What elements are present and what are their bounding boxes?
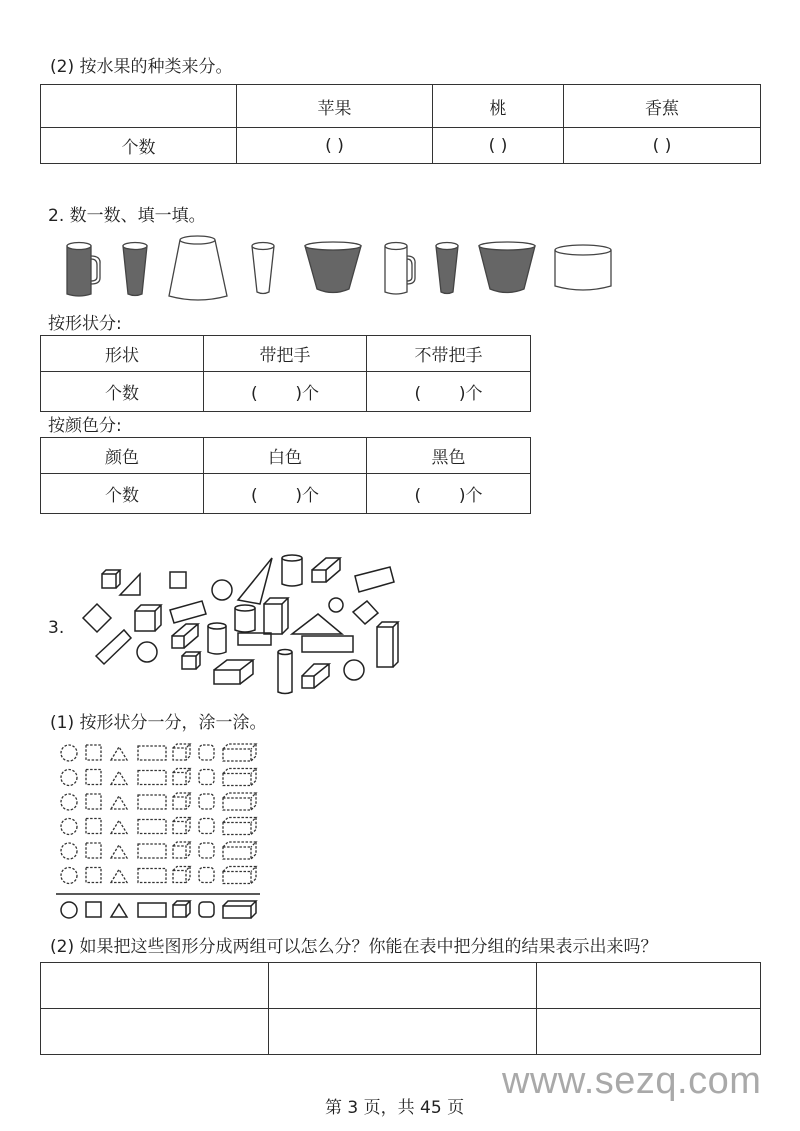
- answer-cell[interactable]: [537, 1009, 761, 1055]
- table-header-apple: 苹果: [237, 85, 433, 128]
- white-mug-icon: [385, 243, 415, 295]
- page-info: 第 3 页，共 45 页: [325, 1098, 465, 1118]
- cuboid-icon: [377, 622, 398, 667]
- table-cell: [41, 85, 237, 128]
- answer-cell[interactable]: [41, 1009, 269, 1055]
- question3-number: 3.: [48, 618, 65, 638]
- answer-blank[interactable]: ( ): [237, 128, 433, 164]
- watermark: www.sezq.com: [502, 1060, 762, 1102]
- shape-coloring-chart[interactable]: [56, 742, 262, 924]
- answer-blank[interactable]: ( ): [433, 128, 564, 164]
- part1-heading: (1) 按形状分一分，涂一涂。: [50, 713, 267, 733]
- cups-illustration: [55, 234, 625, 304]
- answer-blank[interactable]: ( )个: [204, 474, 367, 514]
- row-label: 个数: [41, 372, 204, 412]
- table-header-row: [41, 85, 761, 128]
- cylinder-icon: [235, 605, 255, 632]
- table-header-banana: 香蕉: [564, 85, 761, 128]
- fruit-table: [40, 84, 761, 164]
- rectangle-icon: [302, 636, 353, 652]
- answer-cell[interactable]: [269, 1009, 537, 1055]
- rectangle-icon: [238, 633, 271, 645]
- grouping-table: [40, 962, 761, 1055]
- fruit-section-heading: (2) 按水果的种类来分。: [50, 57, 233, 77]
- table-header-black: 黑色: [367, 438, 531, 474]
- triangle-icon: [292, 614, 342, 634]
- answer-cell[interactable]: [41, 963, 269, 1009]
- table-header-row: [41, 336, 531, 372]
- table-row: [41, 1009, 761, 1055]
- by-shape-table: [40, 335, 531, 412]
- triangle-icon: [120, 574, 140, 595]
- table-header-with-handle: 带把手: [204, 336, 367, 372]
- square-icon: [170, 572, 186, 588]
- by-color-table: [40, 437, 531, 514]
- dark-mug-icon: [67, 243, 100, 297]
- answer-cell[interactable]: [537, 963, 761, 1009]
- dark-bucket-icon: [305, 242, 361, 293]
- cylinder-icon: [282, 555, 302, 586]
- rectangle-icon: [355, 567, 394, 592]
- cylinder-icon: [278, 650, 292, 694]
- circle-icon: [329, 598, 343, 612]
- cube-icon: [102, 570, 120, 588]
- white-cone-icon: [169, 236, 227, 300]
- table-header: 形状: [41, 336, 204, 372]
- cuboid-icon: [312, 558, 340, 582]
- answer-blank[interactable]: ( )个: [367, 372, 531, 412]
- cuboid-icon: [172, 624, 198, 648]
- rectangle-icon: [96, 630, 131, 664]
- dark-bucket-icon: [479, 242, 535, 293]
- table-header-peach: 桃: [433, 85, 564, 128]
- table-header-white: 白色: [204, 438, 367, 474]
- by-shape-label: 按形状分:: [48, 314, 122, 334]
- dark-glass-icon: [436, 243, 458, 294]
- triangle-icon: [238, 558, 272, 604]
- row-label: 个数: [41, 474, 204, 514]
- diamond-icon: [353, 601, 378, 624]
- answer-cell[interactable]: [269, 963, 537, 1009]
- cuboid-icon: [264, 598, 288, 634]
- rectangle-icon: [170, 601, 206, 623]
- table-row: [41, 128, 761, 164]
- answer-blank[interactable]: ( )个: [204, 372, 367, 412]
- white-bowl-icon: [555, 245, 611, 290]
- dashed-shape-rows: [61, 744, 256, 884]
- cuboid-icon: [302, 664, 329, 688]
- table-row: [41, 963, 761, 1009]
- part2-heading: (2) 如果把这些图形分成两组可以怎么分？你能在表中把分组的结果表示出来吗？: [50, 937, 658, 957]
- row-label: 个数: [41, 128, 237, 164]
- table-header: 颜色: [41, 438, 204, 474]
- circle-icon: [344, 660, 364, 680]
- legend-shape-row: [61, 901, 256, 918]
- by-color-label: 按颜色分:: [48, 416, 122, 436]
- table-row: [41, 474, 531, 514]
- diamond-icon: [83, 604, 111, 632]
- dark-glass-icon: [123, 243, 147, 296]
- cube-icon: [135, 605, 161, 631]
- mixed-shapes-illustration: [80, 548, 410, 700]
- cylinder-icon: [208, 623, 226, 654]
- table-header-without-handle: 不带把手: [367, 336, 531, 372]
- cuboid-icon: [214, 660, 253, 684]
- cube-icon: [182, 652, 200, 669]
- question2-heading: 2. 数一数、填一填。: [48, 206, 206, 226]
- circle-icon: [212, 580, 232, 600]
- table-row: [41, 372, 531, 412]
- answer-blank[interactable]: ( ): [564, 128, 761, 164]
- answer-blank[interactable]: ( )个: [367, 474, 531, 514]
- white-glass-icon: [252, 243, 274, 294]
- circle-icon: [137, 642, 157, 662]
- table-header-row: [41, 438, 531, 474]
